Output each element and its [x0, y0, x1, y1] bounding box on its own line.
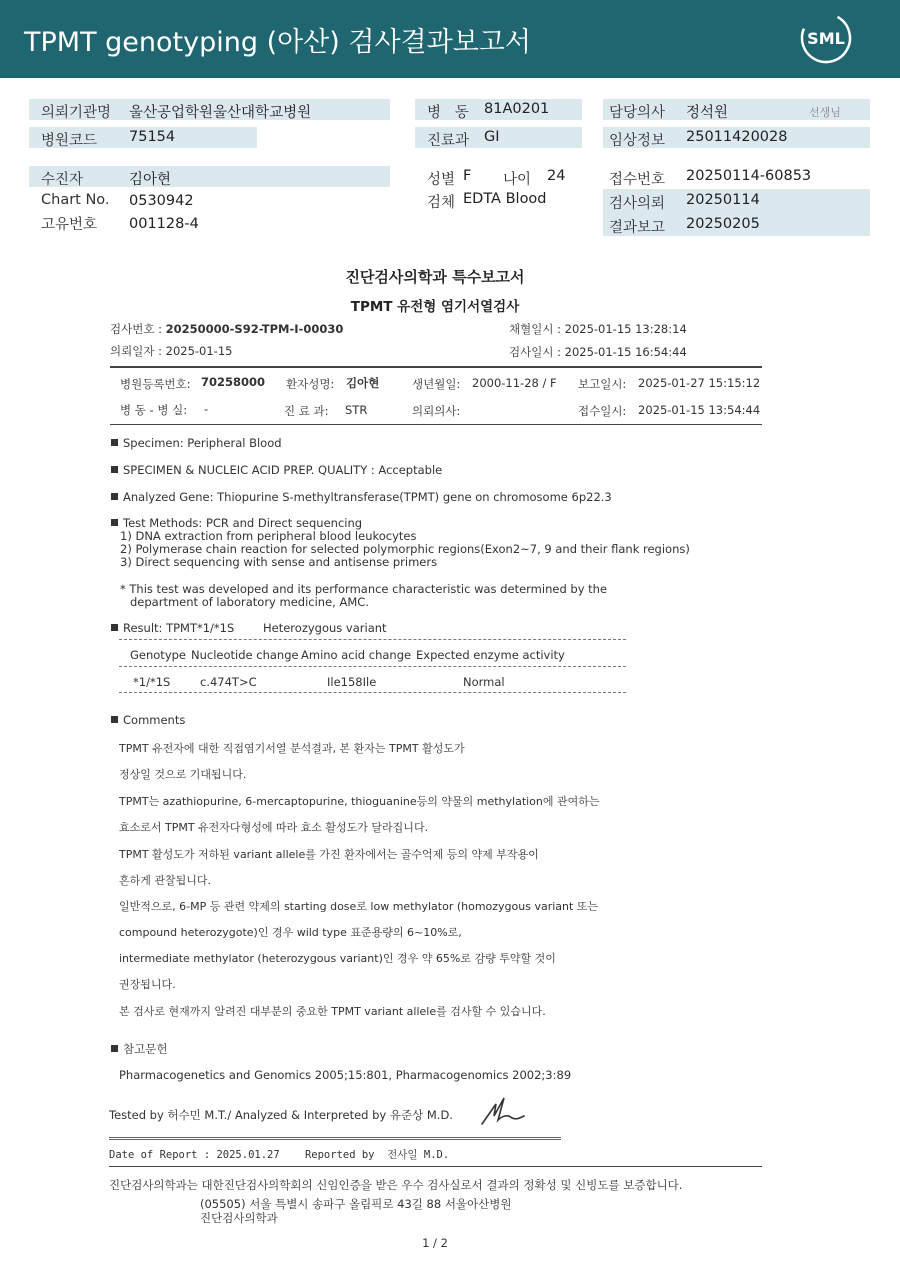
- table-rule-3: [119, 692, 626, 693]
- comment-line: TPMT 활성도가 저하된 variant allele를 가진 환자에서는 골수억제 등의 약제 부작용이: [119, 848, 539, 861]
- comment-line: 정상일 것으로 기대됩니다.: [119, 768, 247, 781]
- receipt-value: 20250114-60853: [686, 168, 812, 184]
- th-genotype: Genotype: [130, 648, 187, 662]
- collect-time: 채혈일시 : 2025-01-15 13:28:14: [509, 322, 687, 336]
- references-text: Pharmacogenetics and Genomics 2005;15:801, Pharmacogenomics 2002;3:89: [119, 1068, 572, 1082]
- hospital-code-label: 병원코드: [41, 133, 98, 149]
- age-label: 나이: [503, 172, 532, 188]
- comment-line: 권장됩니다.: [119, 978, 176, 991]
- signature-icon: [478, 1090, 526, 1130]
- receipt-label: 접수번호: [609, 172, 666, 188]
- logo-text: SML: [807, 29, 845, 48]
- dept2-label: 진 료 과:: [284, 404, 329, 418]
- methods-section: [111, 516, 362, 530]
- result-value: 20250205: [686, 216, 760, 232]
- chart-label: Chart No.: [41, 192, 110, 208]
- references-section: [111, 1041, 167, 1057]
- dept2-value: STR: [345, 403, 368, 417]
- note-line-1: * This test was developed and its performance characteristic was determined by the: [120, 582, 608, 596]
- method-1: 1) DNA extraction from peripheral blood leukocytes: [120, 529, 417, 543]
- quality-section: [111, 463, 442, 477]
- comment-line: 효소로서 TPMT 유전자다형성에 따라 효소 활성도가 달라집니다.: [119, 821, 429, 834]
- doctor-value: 정석원: [686, 105, 729, 121]
- test-no-value: 20250000-S92-TPM-I-00030: [165, 322, 344, 336]
- table-rule-2: [119, 666, 626, 667]
- patient-value: 김아현: [129, 172, 172, 188]
- institution-value: 울산공업학원울산대학교병원: [129, 105, 312, 121]
- receipt-time-value: 2025-01-15 13:54:44: [638, 403, 761, 417]
- gene-section: [111, 490, 612, 504]
- comments-title: Comments: [123, 713, 186, 727]
- comment-line: compound heterozygote)인 경우 wild type 표준용량의 6~10%로,: [119, 926, 462, 939]
- sex-label: 성별: [427, 172, 456, 188]
- institution-label: 의뢰기관명: [41, 105, 112, 121]
- gene-text: Analyzed Gene: Thiopurine S-methyltransferase(TPMT) gene on chromosome 6p22.3: [123, 490, 612, 504]
- page-number: 1 / 2: [422, 1236, 448, 1250]
- result-section: [111, 621, 234, 635]
- specimen-text: Specimen: Peripheral Blood: [123, 436, 282, 450]
- unique-no-label: 고유번호: [41, 217, 98, 233]
- report-time-label: 보고일시:: [578, 377, 627, 391]
- comment-line: 본 검사로 현재까지 알려진 대부분의 중요한 TPMT variant allele를 검사할 수 있습니다.: [119, 1005, 546, 1018]
- footer-dept: 진단검사의학과: [200, 1211, 278, 1225]
- td-genotype: *1/*1S: [133, 675, 171, 689]
- td-nucleotide: c.474T>C: [200, 675, 257, 689]
- dept-value: GI: [484, 129, 500, 145]
- birth-value: 2000-11-28 / F: [472, 376, 557, 390]
- result-type: Heterozygous variant: [263, 621, 387, 635]
- hospital-code-value: 75154: [129, 129, 176, 145]
- comments-section: [111, 713, 185, 727]
- dept-label: 진료과: [427, 133, 470, 149]
- receipt-time-label: 접수일시:: [578, 404, 627, 418]
- unique-no-value: 001128-4: [129, 216, 199, 232]
- th-enzyme: Expected enzyme activity: [416, 648, 565, 662]
- references-title: 참고문헌: [123, 1042, 168, 1056]
- footer-certification: 진단검사의학과는 대한진단검사의학회의 신임인증을 받은 우수 검사실로서 결과의 정확성 및 신빙도를 보증합니다.: [109, 1178, 683, 1192]
- request-value: 20250114: [686, 192, 760, 208]
- specimen-section: [111, 436, 282, 450]
- result-text: Result: TPMT*1/*1S: [123, 621, 235, 635]
- double-rule: [109, 1137, 561, 1140]
- scan-report-title: 진단검사의학과 특수보고서: [345, 268, 525, 286]
- doctor-label: 담당의사: [609, 105, 666, 121]
- comment-line: 일반적으로, 6-MP 등 관련 약제의 starting dose로 low methylator (homozygous variant 또는: [119, 900, 599, 913]
- rule-mid: [110, 424, 762, 425]
- result-label: 결과보고: [609, 220, 666, 236]
- patient-row-bg: [29, 166, 390, 187]
- report-title: TPMT genotyping (아산) 검사결과보고서: [24, 27, 531, 58]
- comment-line: intermediate methylator (heterozygous variant)인 경우 약 65%로 감량 투약할 것이: [119, 952, 556, 965]
- ward-room-value: -: [204, 402, 209, 416]
- reg-no-label: 병원등록번호:: [120, 377, 191, 391]
- comment-line: TPMT 유전자에 대한 직접염기서열 분석결과, 본 환자는 TPMT 활성도가: [119, 742, 465, 755]
- th-nucleotide: Nucleotide change: [191, 648, 299, 662]
- request-label: 검사의뢰: [609, 196, 666, 212]
- report-time-value: 2025-01-27 15:15:12: [638, 376, 761, 390]
- sex-value: F: [463, 168, 472, 184]
- ward-room-label: 병 동 - 병 실:: [120, 403, 188, 417]
- sml-logo: [800, 12, 852, 64]
- quality-text: SPECIMEN & NUCLEIC ACID PREP. QUALITY : Acceptable: [123, 463, 443, 477]
- specimen-value: EDTA Blood: [463, 191, 547, 207]
- patient-label: 수진자: [41, 172, 84, 188]
- method-2: 2) Polymerase chain reaction for selected polymorphic regions(Exon2~7, 9 and their flank regions): [120, 542, 690, 556]
- name-value: 김아현: [346, 376, 380, 390]
- methods-title: Test Methods: PCR and Direct sequencing: [123, 516, 363, 530]
- footer-address: (05505) 서울 특별시 송파구 올림픽로 43길 88 서울아산병원: [200, 1197, 512, 1211]
- ward-label: 병 동: [427, 105, 469, 121]
- doctor-suffix: 선생님: [809, 106, 841, 119]
- note-line-2: department of laboratory medicine, AMC.: [130, 595, 369, 609]
- age-value: 24: [547, 168, 566, 184]
- th-amino: Amino acid change: [301, 648, 412, 662]
- comment-line: TPMT는 azathiopurine, 6-mercaptopurine, thioguanine등의 약물의 methylation에 관여하는: [119, 795, 600, 808]
- td-enzyme: Normal: [463, 675, 505, 689]
- ward-value: 81A0201: [484, 101, 550, 117]
- rule-bottom: [109, 1166, 762, 1167]
- clinical-label: 임상정보: [609, 133, 666, 149]
- clinical-value: 25011420028: [686, 129, 788, 145]
- test-no-line: [110, 321, 343, 337]
- rule-top: [110, 366, 762, 368]
- tested-by: Tested by 허수민 M.T./ Analyzed & Interpreted by 유준상 M.D.: [109, 1108, 453, 1122]
- scan-report-subtitle: TPMT 유전형 염기서열검사: [350, 299, 520, 315]
- birth-label: 생년월일:: [412, 377, 461, 391]
- reg-no-value: 70258000: [201, 375, 266, 389]
- req-doctor-label: 의뢰의사:: [412, 404, 461, 418]
- comment-line: 흔하게 관찰됩니다.: [119, 874, 212, 887]
- test-no-label: 검사번호 :: [110, 322, 162, 336]
- test-time: 검사일시 : 2025-01-15 16:54:44: [509, 345, 687, 359]
- request-date: 의뢰일자 : 2025-01-15: [110, 344, 233, 358]
- report-date-line: Date of Report : 2025.01.27 Reported by 전사일 M.D.: [109, 1149, 450, 1161]
- td-amino: Ile158Ile: [327, 675, 377, 689]
- specimen-label: 검체: [427, 195, 456, 211]
- table-rule-1: [119, 639, 626, 640]
- method-3: 3) Direct sequencing with sense and antisense primers: [120, 555, 438, 569]
- name-label: 환자성명:: [286, 377, 335, 391]
- chart-value: 0530942: [129, 193, 194, 209]
